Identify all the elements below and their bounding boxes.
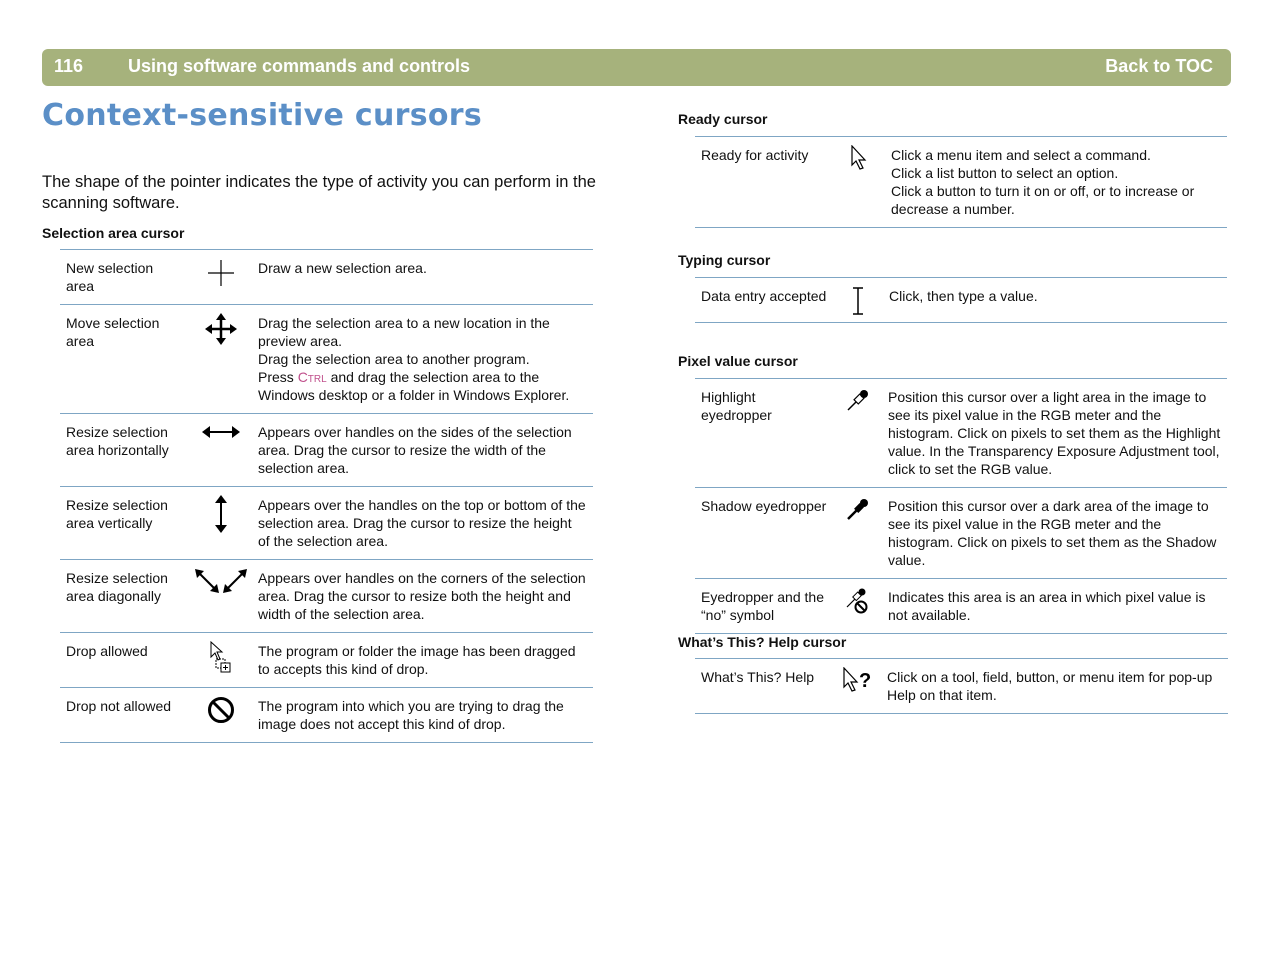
table-row xyxy=(60,250,593,305)
cursor-name: New selection area xyxy=(66,260,154,294)
cursor-name: Eyedropper and the “no” symbol xyxy=(701,589,824,623)
diagonal-resize-icon xyxy=(194,568,248,596)
help-table xyxy=(695,658,1228,714)
cursor-name: Data entry accepted xyxy=(701,288,827,304)
table-row xyxy=(60,560,593,633)
cursor-description: Appears over the handles on the top or bottom of the selection area. Drag the cursor to resize the height of the selection area. xyxy=(258,497,586,549)
cursor-description xyxy=(885,137,1227,228)
selection-table xyxy=(60,249,593,743)
selection-heading: Selection area cursor xyxy=(42,225,185,241)
page-number: 116 xyxy=(54,56,84,76)
cursor-description: Position this cursor over a dark area of the image to see its pixel value in the RGB meter and the histogram. Click on pixels to set them as the Shadow value. xyxy=(888,498,1217,568)
chapter-title: Using software commands and controls xyxy=(128,56,471,76)
description-line: Drag the selection area to a new location in the preview area. xyxy=(258,315,550,349)
description-line: Press Ctrl and drag the selection area to the Windows desktop or a folder in Windows Explorer. xyxy=(258,369,570,403)
vertical-resize-icon xyxy=(211,495,231,533)
eyedropper-no-icon xyxy=(845,587,871,615)
table-row xyxy=(60,305,593,414)
cursor-description xyxy=(252,305,593,414)
cursor-description: The program into which you are trying to drag the image does not accept this kind of drop. xyxy=(258,698,564,732)
cursor-name: Drop not allowed xyxy=(66,698,172,714)
help-heading: What’s This? Help cursor xyxy=(678,634,847,650)
page-header xyxy=(42,49,1231,86)
table-row xyxy=(60,688,593,743)
horizontal-resize-icon xyxy=(202,422,240,442)
cursor-description: The program or folder the image has been dragged to accepts this kind of drop. xyxy=(258,643,576,677)
crosshair-icon xyxy=(206,258,236,288)
arrow-pointer-icon xyxy=(850,145,868,171)
cursor-description: Appears over handles on the sides of the selection area. Drag the cursor to resize the width of the selection area. xyxy=(258,424,572,476)
cursor-name: Resize selection area diagonally xyxy=(66,570,168,604)
table-row xyxy=(695,659,1228,714)
cursor-name: Resize selection area horizontally xyxy=(66,424,169,458)
page-title: Context-sensitive cursors xyxy=(42,98,483,133)
cursor-description: Indicates this area is an area in which pixel value is not available. xyxy=(888,589,1206,623)
ctrl-key: Ctrl xyxy=(297,369,327,385)
table-row xyxy=(60,414,593,487)
description-line: Click a list button to select an option. xyxy=(891,165,1119,181)
no-symbol-icon xyxy=(207,696,235,724)
description-line: Click a menu item and select a command. xyxy=(891,147,1151,163)
move-arrows-icon xyxy=(205,313,237,345)
table-row xyxy=(695,579,1227,634)
cursor-name: Ready for activity xyxy=(701,147,809,163)
table-row xyxy=(60,487,593,560)
table-row xyxy=(695,379,1227,488)
typing-heading: Typing cursor xyxy=(678,252,771,268)
highlight-eyedropper-icon xyxy=(845,387,871,413)
description-line: Click a button to turn it on or off, or to increase or decrease a number. xyxy=(891,183,1195,217)
cursor-description: Click, then type a value. xyxy=(889,288,1038,304)
cursor-name: Move selection area xyxy=(66,315,160,349)
cursor-name: Shadow eyedropper xyxy=(701,498,827,514)
intro-paragraph: The shape of the pointer indicates the type of activity you can perform in the scanning software. xyxy=(42,173,596,212)
shadow-eyedropper-icon xyxy=(845,496,871,522)
help-pointer-icon xyxy=(842,667,872,693)
table-row xyxy=(60,633,593,688)
i-beam-icon xyxy=(850,286,866,316)
back-to-toc-link[interactable]: Back to TOC xyxy=(1105,56,1213,76)
ready-table xyxy=(695,136,1227,228)
description-line: Drag the selection area to another program. xyxy=(258,351,530,367)
cursor-name: Highlight eyedropper xyxy=(701,389,772,423)
drop-allowed-icon xyxy=(209,641,233,673)
cursor-description: Click on a tool, field, button, or menu item for pop-up Help on that item. xyxy=(887,669,1213,703)
pixel-heading: Pixel value cursor xyxy=(678,353,798,369)
cursor-description: Draw a new selection area. xyxy=(258,260,427,276)
cursor-description: Appears over handles on the corners of the selection area. Drag the cursor to resize both the height and width of the selection area. xyxy=(258,570,586,622)
table-row xyxy=(695,488,1227,579)
ready-heading: Ready cursor xyxy=(678,111,768,127)
table-row xyxy=(695,137,1227,228)
table-row xyxy=(695,278,1227,323)
typing-table xyxy=(695,277,1227,323)
cursor-name: Resize selection area vertically xyxy=(66,497,168,531)
svg-text:?: ? xyxy=(859,670,872,692)
cursor-name: What’s This? Help xyxy=(701,669,815,685)
cursor-description: Position this cursor over a light area in the image to see its pixel value in the RGB meter and the histogram. Click on pixels to set them as the Highlight value. In the Transparency Exposure Adjustment tool, click to set the RGB value. xyxy=(888,389,1221,477)
cursor-name: Drop allowed xyxy=(66,643,148,659)
pixel-table xyxy=(695,378,1227,634)
